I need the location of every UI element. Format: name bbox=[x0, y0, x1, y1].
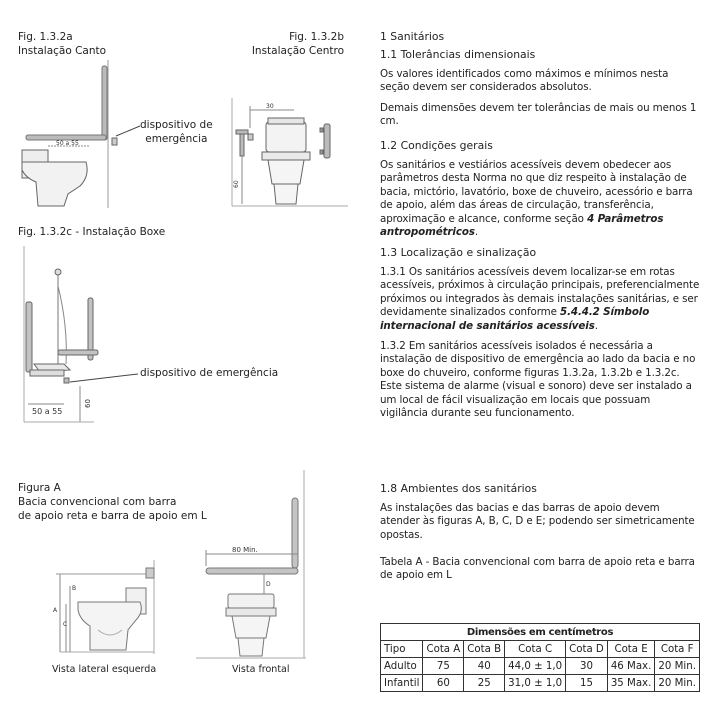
paragraph-4: 1.3.1 Os sanitários acessíveis devem localizar-se em rotas acessíveis, próximos à circulação principais, preferencialmente próximos ou integrados às demais instalações sanitárias, e ser devidamente sinalizados conforme 5.4.4.2 Símbolo internacional de sanitários acessíveis. bbox=[380, 266, 700, 332]
fig-b-drawing bbox=[222, 98, 352, 210]
paragraph-7: Tabela A - Bacia convencional com barra de apoio reta e barra de apoio em L bbox=[380, 556, 695, 582]
fig-b-dim-30: 30 bbox=[266, 103, 274, 110]
fig-a-caption bbox=[18, 30, 106, 58]
figura-a-caption: Figura A Bacia convencional com barra de apoio reta e barra de apoio em L bbox=[18, 482, 207, 522]
table-row bbox=[381, 675, 700, 692]
table-cell: 40 bbox=[464, 658, 505, 675]
table-cell: 46 Max. bbox=[607, 658, 655, 675]
table-header: Cota E bbox=[607, 641, 655, 658]
table-header: Tipo bbox=[381, 641, 423, 658]
fig-b-number: Fig. 1.3.2b bbox=[289, 31, 344, 43]
fig-b-title: Instalação Centro bbox=[251, 45, 344, 57]
figura-a-view-left: Vista lateral esquerda bbox=[52, 664, 157, 675]
fig-a-emergency-label: dispositivo de emergência bbox=[140, 119, 213, 145]
section-1-3-heading: 1.3 Localização e sinalização bbox=[380, 246, 537, 259]
paragraph-5: 1.3.2 Em sanitários acessíveis isolados é necessária a instalação de dispositivo de emergência ao lado da bacia e no boxe do chuveiro, conforme figuras 1.3.2a, 1.3.2b e 1.3.2c. Este sistema de alarme (visual e sonoro) deve ser instalado a um local de fácil visualização em locais que possuam vigilância durante seu funcionamento. bbox=[380, 340, 696, 420]
figura-a-dim-80min: 80 Min. bbox=[232, 546, 258, 554]
figura-a-dim-D: D bbox=[266, 581, 271, 588]
table-header: Cota D bbox=[566, 641, 608, 658]
figura-a-dim-B: B bbox=[72, 585, 77, 592]
figura-a-front-drawing bbox=[196, 470, 316, 662]
fig-a-title: Instalação Canto bbox=[18, 45, 107, 57]
table-header: Cota A bbox=[423, 641, 464, 658]
section-1-heading: 1 Sanitários bbox=[380, 30, 445, 43]
figura-a-lateral-drawing bbox=[50, 560, 160, 660]
table-cell: 25 bbox=[464, 675, 505, 692]
section-1-8-heading: 1.8 Ambientes dos sanitários bbox=[380, 482, 537, 495]
table-cell: 30 bbox=[566, 658, 608, 675]
table-cell: 20 Min. bbox=[655, 658, 700, 675]
table-header-row bbox=[381, 641, 700, 658]
fig-a-number: Fig. 1.3.2a bbox=[18, 31, 73, 43]
fig-c-drawing bbox=[24, 246, 144, 426]
table-cell: 75 bbox=[423, 658, 464, 675]
table-cell: 44,0 ± 1,0 bbox=[505, 658, 566, 675]
fig-b-caption bbox=[252, 30, 344, 58]
table-cell: 20 Min. bbox=[655, 675, 700, 692]
paragraph-3: Os sanitários e vestiários acessíveis devem obedecer aos parâmetros desta Norma no que diz respeito à instalação de bacia, mictório, lavatório, boxe de chuveiro, acessório e barra de apoio, além das áreas de circulação, transferência, aproximação e alcance, conforme seção 4 Parâmetros antropométricos. bbox=[380, 159, 693, 239]
fig-c-dim-60: 60 bbox=[84, 399, 92, 408]
table-header: Cota B bbox=[464, 641, 505, 658]
fig-c-dim-50a55: 50 a 55 bbox=[32, 407, 63, 416]
paragraph-2: Demais dimensões devem ter tolerâncias de mais ou menos 1 cm. bbox=[380, 102, 697, 128]
fig-b-dim-60: 60 bbox=[233, 180, 240, 188]
dimensions-table bbox=[380, 623, 700, 692]
paragraph-3-bold-ref: 4 Parâmetros antropométricos bbox=[380, 212, 664, 239]
fig-c-pointer bbox=[68, 372, 140, 384]
fig-a-dim: 50 a 55 bbox=[56, 140, 79, 147]
figura-a-dim-C: C bbox=[63, 621, 68, 628]
table-cell: 31,0 ± 1,0 bbox=[505, 675, 566, 692]
fig-a-pointer bbox=[112, 124, 142, 144]
paragraph-1: Os valores identificados como máximos e mínimos nesta seção devem ser considerados absolutos. bbox=[380, 68, 669, 94]
paragraph-6: As instalações das bacias e das barras de apoio devem atender às figuras A, B, C, D e E; podendo ser simetricamente opostas. bbox=[380, 502, 695, 541]
table-cell: 15 bbox=[566, 675, 608, 692]
figura-a-view-front: Vista frontal bbox=[232, 664, 290, 675]
table-header: Cota C bbox=[505, 641, 566, 658]
table-cell: Adulto bbox=[381, 658, 423, 675]
figura-a-dim-A: A bbox=[53, 607, 58, 614]
section-1-2-heading: 1.2 Condições gerais bbox=[380, 139, 493, 152]
table-cell: 60 bbox=[423, 675, 464, 692]
section-1-1-heading: 1.1 Tolerâncias dimensionais bbox=[380, 48, 536, 61]
paragraph-4-bold-ref: 5.4.4.2 Símbolo internacional de sanitários acessíveis bbox=[380, 306, 650, 332]
table-cell: Infantil bbox=[381, 675, 423, 692]
table-header: Cota F bbox=[655, 641, 700, 658]
fig-c-emergency-label: dispositivo de emergência bbox=[140, 367, 279, 379]
table-cell: 35 Max. bbox=[607, 675, 655, 692]
table-title: Dimensões em centímetros bbox=[381, 624, 700, 641]
fig-c-caption: Fig. 1.3.2c - Instalação Boxe bbox=[18, 226, 166, 238]
table-row bbox=[381, 658, 700, 675]
